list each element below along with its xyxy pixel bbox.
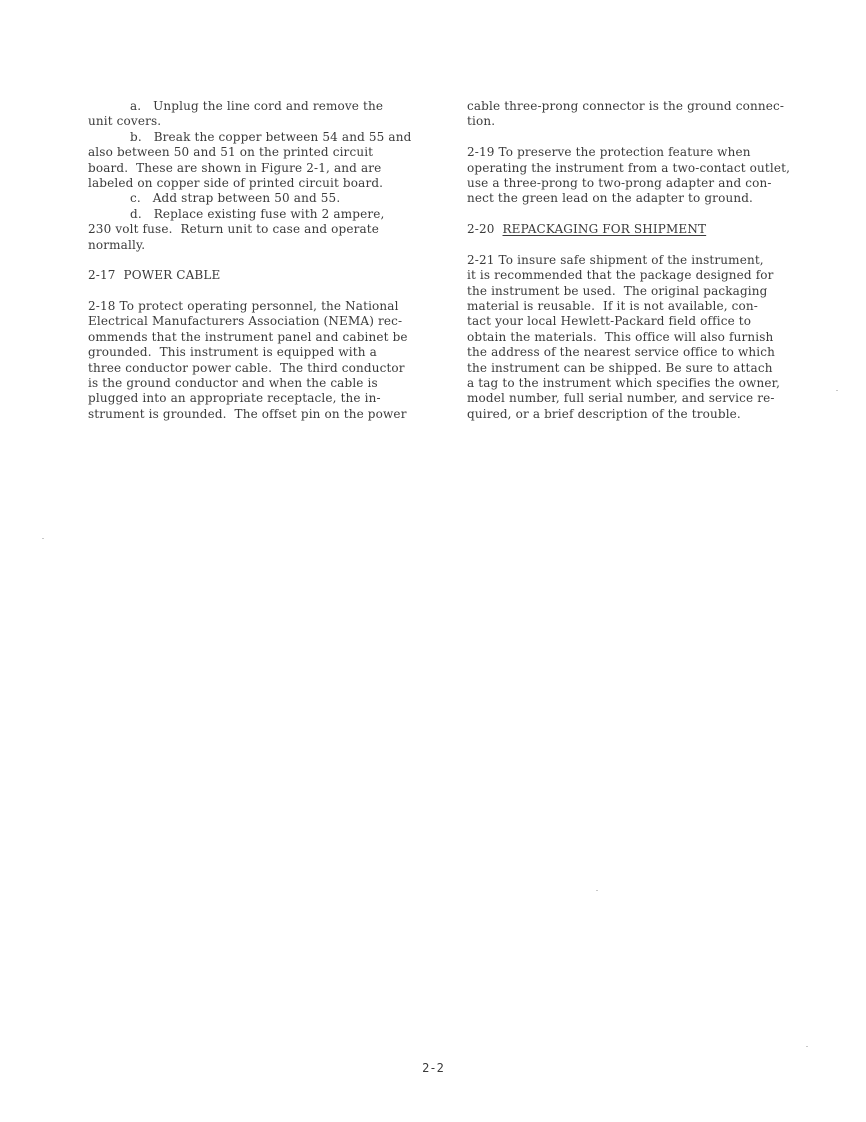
paragraph-line: tion. [467, 114, 496, 129]
paragraph-line: 2-18 To protect operating personnel, the National [88, 299, 399, 314]
paragraph-2-19 [467, 145, 815, 207]
paragraph-line: 2-19 To preserve the protection feature when [467, 145, 751, 160]
left-column [88, 99, 436, 422]
step-a [88, 99, 436, 130]
scan-speck [806, 1046, 808, 1047]
paragraph-line: tact your local Hewlett-Packard field office to [467, 314, 752, 329]
paragraph-line: material is reusable. If it is not available, con- [467, 299, 759, 314]
paragraph-line: is the ground conductor and when the cable is [88, 376, 378, 391]
paragraph-line: obtain the materials. This office will also furnish [467, 329, 774, 344]
step-b-line: labeled on copper side of printed circuit board. [88, 175, 384, 190]
paragraph-2-18-continued [467, 99, 815, 130]
paragraph-line: model number, full serial number, and service re- [467, 391, 775, 406]
paragraph-line: strument is grounded. The offset pin on the power [88, 406, 407, 421]
paragraph-2-18 [88, 299, 436, 422]
scan-speck [42, 538, 44, 539]
paragraph-line: three conductor power cable. The third conductor [88, 360, 405, 375]
paragraph-line: the instrument can be shipped. Be sure to attach [467, 360, 773, 375]
step-d-line: 230 volt fuse. Return unit to case and operate [88, 222, 380, 237]
section-title: POWER CABLE [123, 268, 221, 283]
section-number: 2-20 [467, 222, 495, 237]
paragraph-line: cable three-prong connector is the ground connec- [467, 99, 785, 113]
paragraph-line: ommends that the instrument panel and cabinet be [88, 329, 408, 344]
section-heading-2-17 [88, 268, 436, 283]
step-b-line: b. Break the copper between 54 and 55 and [130, 129, 412, 144]
step-b [88, 130, 436, 192]
step-d [88, 207, 436, 253]
step-b-line: also between 50 and 51 on the printed circuit [88, 145, 374, 160]
paragraph-line: it is recommended that the package designed for [467, 268, 774, 283]
paragraph-line: operating the instrument from a two-contact outlet, [467, 160, 791, 175]
step-c [88, 191, 436, 206]
section-heading-2-20 [467, 222, 815, 237]
paragraph-line: nect the green lead on the adapter to ground. [467, 191, 753, 206]
step-a-line: unit covers. [88, 114, 162, 129]
step-c-line: c. Add strap between 50 and 55. [130, 191, 341, 206]
scan-speck [596, 890, 598, 891]
step-a-line: a. Unplug the line cord and remove the [130, 99, 384, 113]
step-d-line: normally. [88, 237, 146, 252]
page-number: 2-2 [422, 1061, 444, 1075]
paragraph-line: 2-21 To insure safe shipment of the instrument, [467, 252, 764, 267]
paragraph-line: the instrument be used. The original packaging [467, 283, 768, 298]
paragraph-line: grounded. This instrument is equipped with a [88, 345, 377, 360]
step-d-line: d. Replace existing fuse with 2 ampere, [130, 206, 385, 221]
paragraph-line: quired, or a brief description of the trouble. [467, 406, 741, 421]
paragraph-line: the address of the nearest service office to which [467, 345, 775, 360]
paragraph-line: Electrical Manufacturers Association (NEMA) rec- [88, 314, 403, 329]
scan-speck [836, 390, 838, 391]
right-column [467, 99, 815, 422]
section-number: 2-17 [88, 268, 116, 283]
paragraph-line: use a three-prong to two-prong adapter and con- [467, 175, 772, 190]
section-title: REPACKAGING FOR SHIPMENT [502, 222, 707, 237]
paragraph-2-21 [467, 253, 815, 422]
paragraph-line: plugged into an appropriate receptacle, the in- [88, 391, 381, 406]
step-b-line: board. These are shown in Figure 2-1, and are [88, 160, 382, 175]
paragraph-line: a tag to the instrument which specifies the owner, [467, 376, 781, 391]
